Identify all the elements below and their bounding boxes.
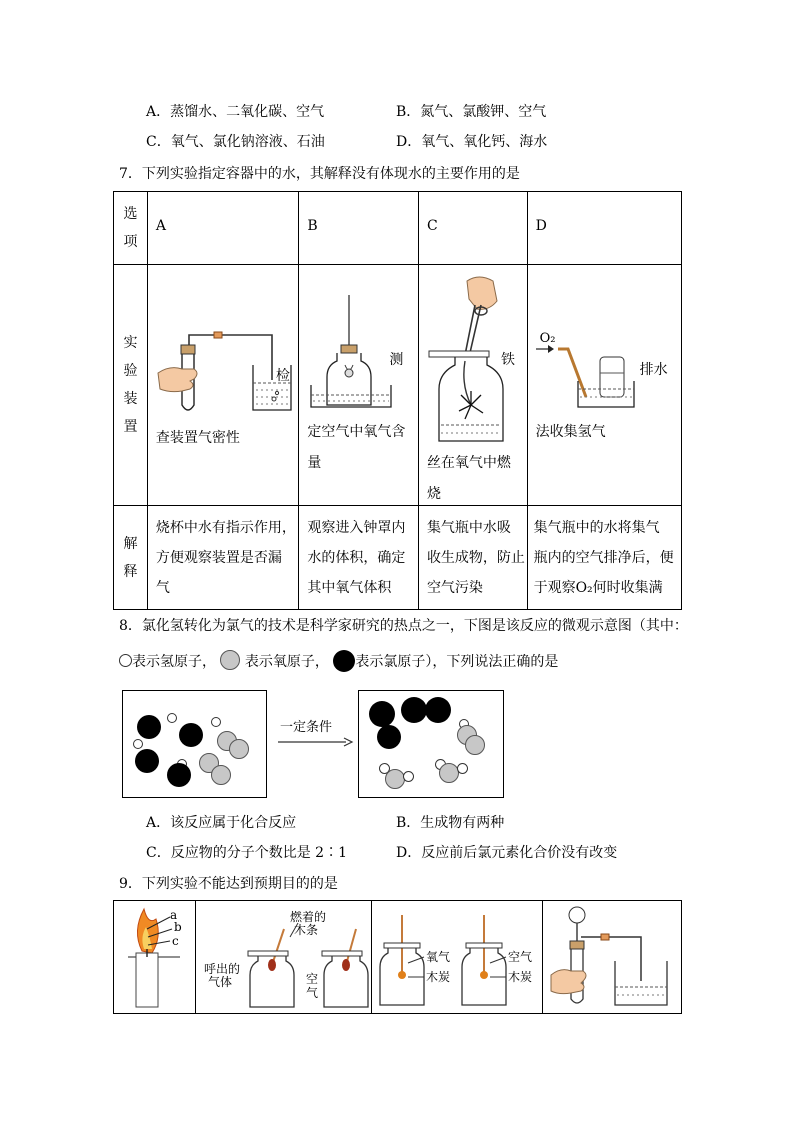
flame-label-a: a [170, 908, 178, 922]
q7-table [113, 191, 682, 610]
q7-col-b: B [307, 218, 318, 234]
q8-option-a: A．该反应属于化合反应 [146, 815, 297, 831]
device-b-side-text: 测 [389, 352, 404, 368]
flame-label-c: c [172, 934, 179, 948]
device-a-caption: 查装置气密性 [155, 430, 240, 446]
q6-option-c: C．氧气、氯化钠溶液、石油 [146, 134, 325, 150]
explain-c: 集气瓶中水吸 收生成物，防止 空气污染 [426, 520, 525, 596]
burning-stick-label-2: 木条 [294, 923, 319, 937]
device-b-caption-2: 量 [307, 455, 322, 471]
exhaled-gas-label-2: 气体 [208, 975, 233, 989]
q8-option-c: C．反应物的分子个数比是 2∶1 [146, 845, 347, 861]
q7-stem: 7．下列实验指定容器中的水，其解释没有体现水的主要作用的是 [119, 166, 520, 182]
charcoal-label-left: 木炭 [426, 970, 451, 984]
q8-stem-line2: 表示氢原子， 表示氧原子， 表示氯原子），下列说法正确的是 [119, 650, 558, 672]
oxygen-label: 氧气 [426, 950, 451, 964]
q7-col-d: D [535, 218, 547, 234]
reactants-box [122, 690, 267, 798]
q8-option-b: B．生成物有两种 [396, 815, 505, 831]
charcoal-label-right: 木炭 [508, 970, 533, 984]
device-d-caption: 法收集氢气 [535, 424, 606, 440]
explain-b: 观察进入钟罩内 水的体积，确定 其中氧气体积 [307, 520, 406, 596]
q7-col-c: C [426, 218, 438, 234]
device-d-gas-label: O₂ [539, 331, 556, 346]
air-label-2: 气 [306, 986, 319, 1000]
reaction-arrow-icon [274, 736, 356, 748]
device-c-caption-1: 丝在氧气中燃 [426, 455, 511, 471]
exhaled-gas-label-1: 呼出的 [204, 962, 241, 976]
air-label-panel3: 空气 [508, 950, 533, 964]
chlorine-atom-icon [333, 650, 355, 672]
funnel-airtightness-diagram [543, 901, 681, 1013]
air-label-1: 空 [306, 972, 319, 986]
device-d-side-text: 排水 [639, 362, 668, 378]
products-box [358, 690, 504, 798]
oxygen-atom-icon [220, 650, 240, 670]
device-a-side-text: 检 [275, 368, 290, 384]
flame-label-b: b [174, 920, 182, 934]
explain-a: 烧杯中水有指示作用， 方便观察装置是否漏 气 [155, 520, 296, 596]
q8-option-d: D．反应前后氯元素化合价没有改变 [396, 845, 618, 861]
device-c-side-text: 铁 [500, 352, 515, 368]
q8-stem-line1: 8．氯化氢转化为氯气的技术是科学家研究的热点之一，下图是该反应的微观示意图（其中： [119, 618, 688, 634]
device-b-caption-1: 定空气中氧气含 [307, 424, 406, 440]
q9-stem: 9．下列实验不能达到预期目的的是 [119, 876, 338, 892]
q7-explain-label: 解 释 [123, 535, 138, 580]
hydrogen-atom-icon [119, 654, 132, 667]
burning-stick-label-1: 燃着的 [290, 910, 327, 924]
q9-figure-strip [113, 900, 682, 1014]
reaction-condition-label: 一定条件 [280, 720, 333, 735]
q7-header-label: 选 项 [123, 206, 138, 250]
candle-flame-diagram [114, 901, 195, 1013]
device-c-caption-2: 烧 [426, 486, 441, 502]
q6-option-d: D．氧气、氧化钙、海水 [396, 134, 548, 150]
q7-col-a: A [155, 218, 167, 234]
q6-option-b: B．氮气、氯酸钾、空气 [396, 104, 547, 120]
q7-device-label: 实 验 装 置 [123, 335, 138, 435]
breath-vs-air-diagram [196, 901, 371, 1013]
explain-d: 集气瓶中的水将集气 瓶内的空气排净后，便 于观察O₂何时收集满 [533, 520, 674, 596]
q6-option-a: A．蒸馏水、二氧化碳、空气 [146, 104, 325, 120]
